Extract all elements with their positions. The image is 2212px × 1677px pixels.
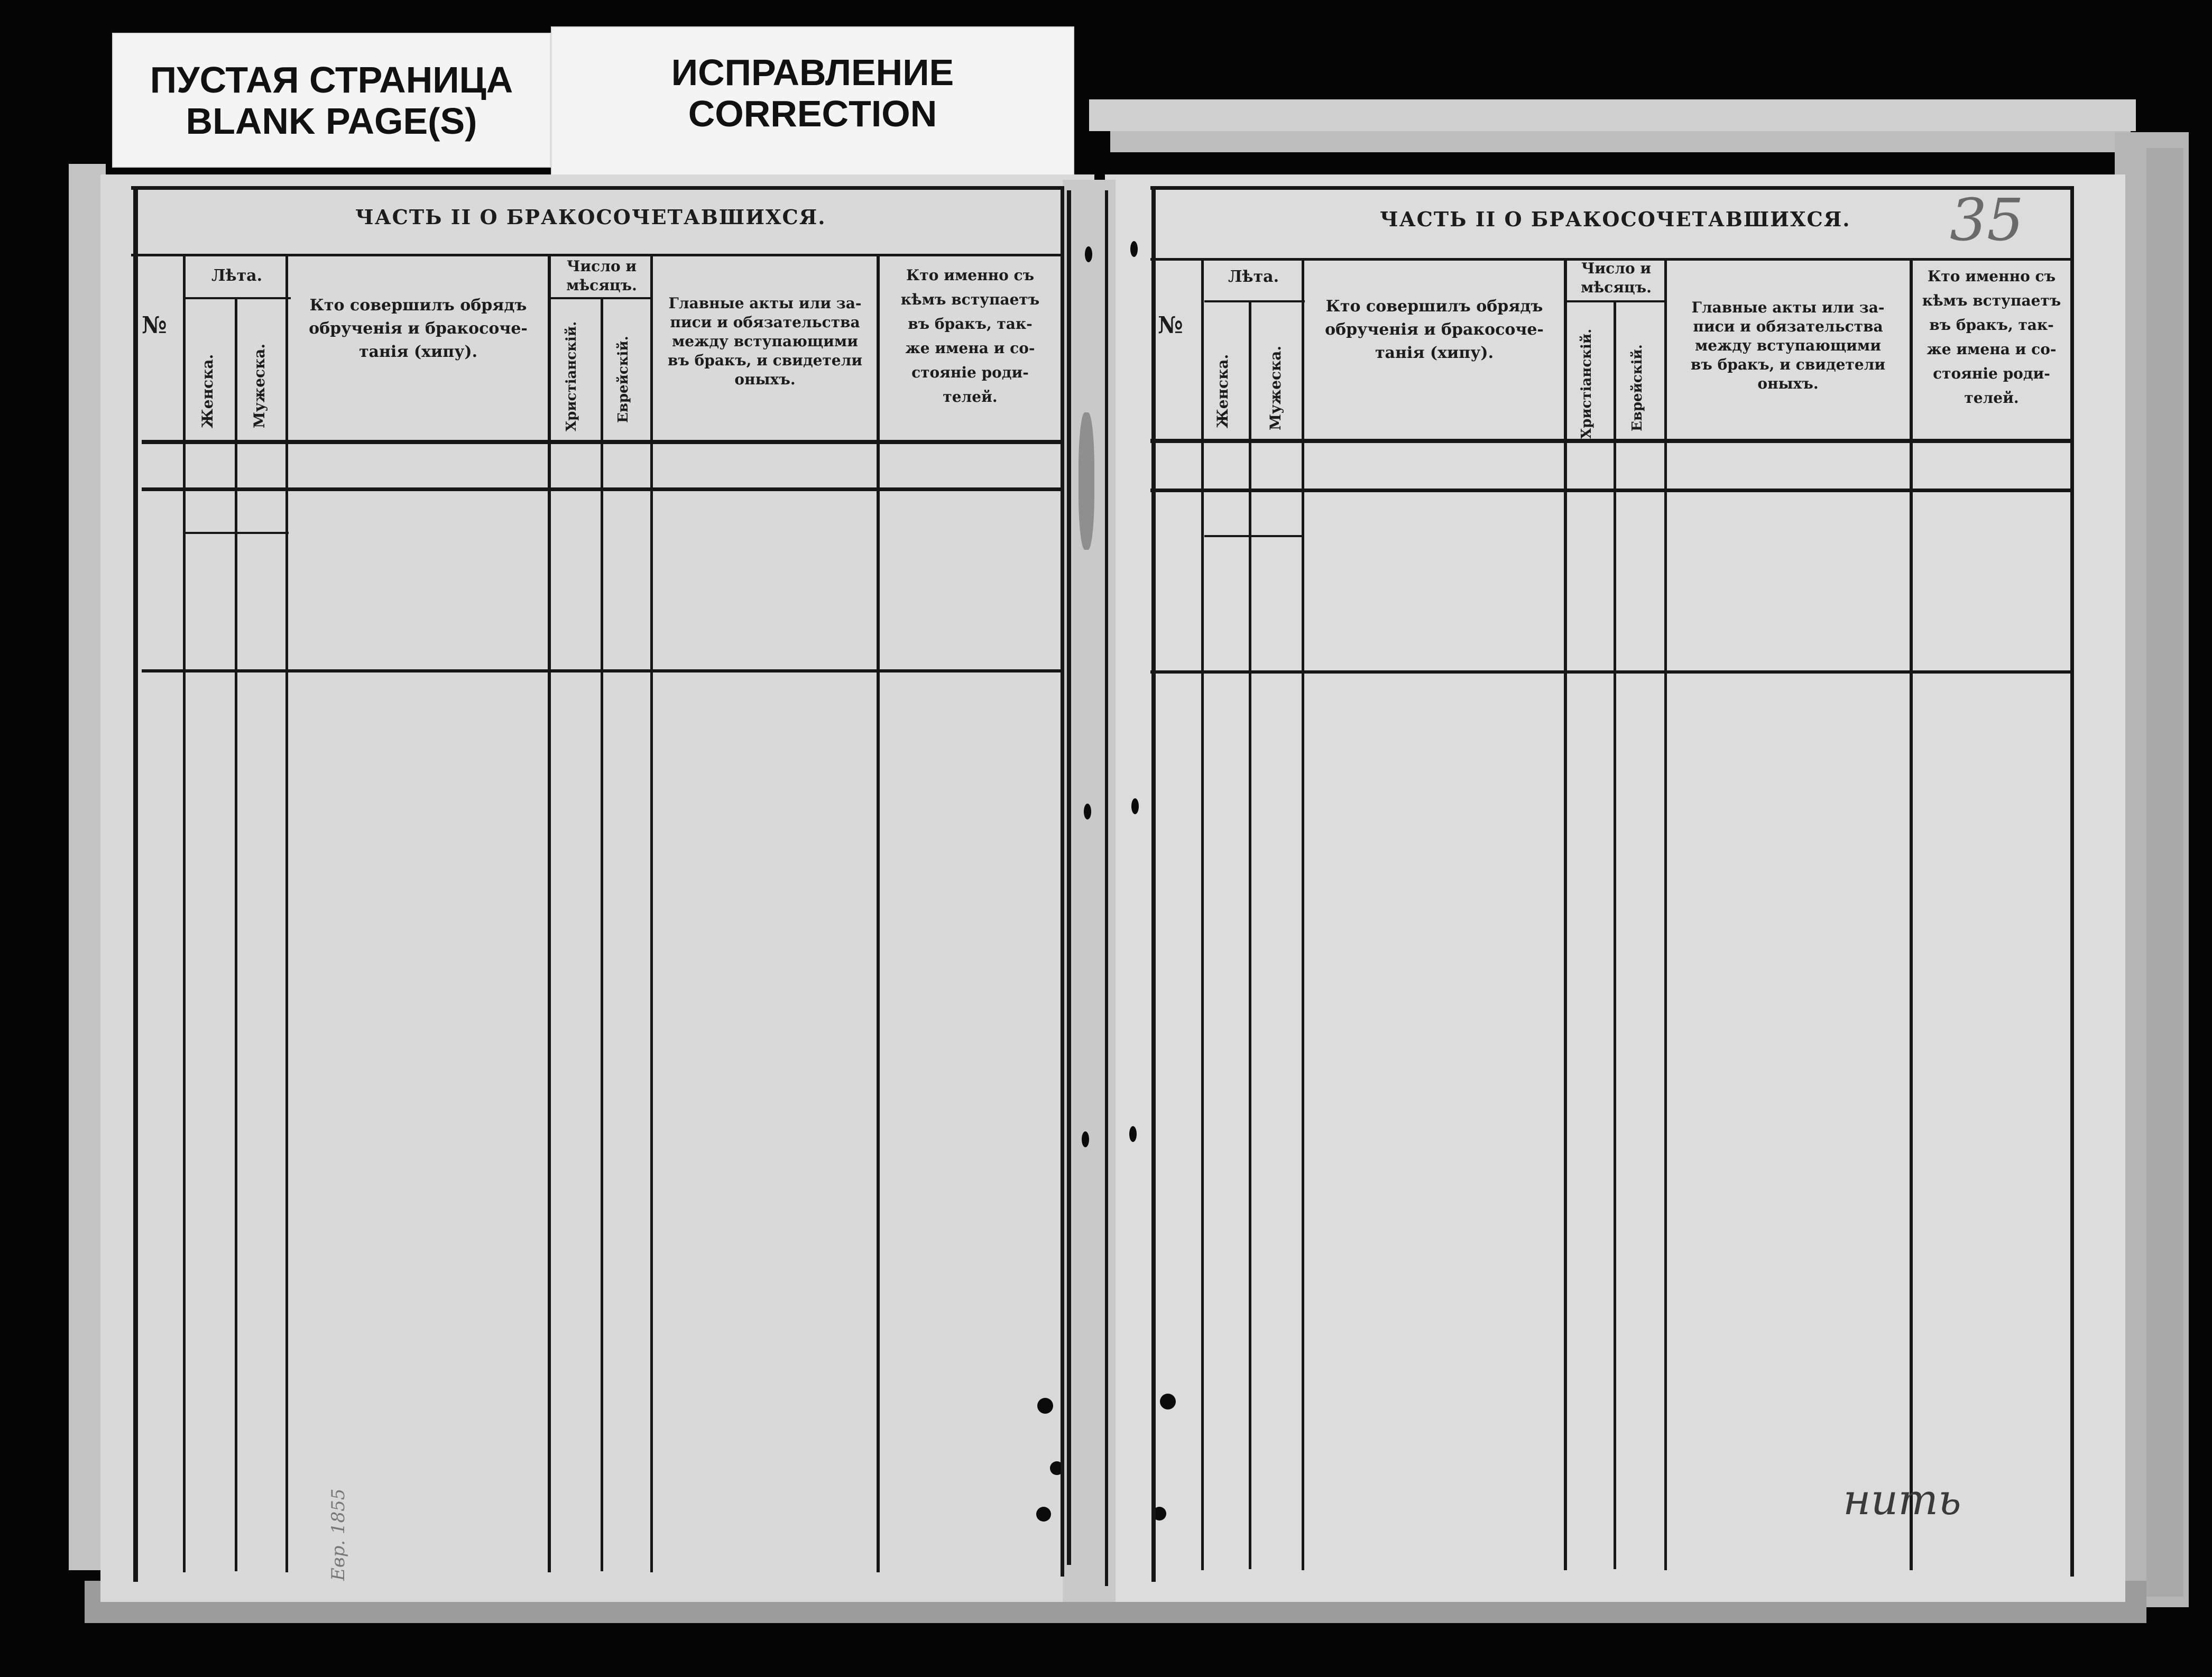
stitch-hole bbox=[1131, 798, 1139, 814]
left-header-male: Мужеска. bbox=[251, 343, 268, 428]
gutter-tear bbox=[1079, 412, 1094, 550]
left-col-acts bbox=[650, 256, 653, 1572]
right-ages-rule bbox=[1204, 300, 1305, 302]
right-parties-line4: же имена и со- bbox=[1927, 340, 2057, 358]
right-acts-line4: въ бракъ, и свидетели bbox=[1690, 356, 1886, 373]
right-col-ages bbox=[1201, 259, 1204, 1570]
blank-page-slip bbox=[112, 33, 551, 168]
right-folio-number: 35 bbox=[1950, 186, 2024, 254]
left-ages-rule bbox=[185, 297, 291, 299]
left-parties-line1: Кто именно съ bbox=[906, 266, 1035, 284]
right-top-rule bbox=[1150, 186, 2073, 190]
right-officiant-line3: танія (хипу). bbox=[1375, 344, 1494, 362]
right-header-date bbox=[1566, 259, 1666, 297]
left-top-rule bbox=[131, 186, 1062, 190]
left-officiant-line2: обрученія и бракосоче- bbox=[309, 319, 528, 338]
left-acts-line3: между вступающими bbox=[671, 333, 859, 350]
stitch-hole bbox=[1160, 1394, 1176, 1409]
right-section-title: ЧАСТЬ II О БРАКОСОЧЕТАВШИХСЯ. bbox=[1380, 207, 1851, 231]
stitch-hole bbox=[1130, 241, 1138, 257]
left-header-christian: Христіанскій. bbox=[564, 321, 579, 431]
left-margin-note: Евр. 1855 bbox=[328, 1488, 349, 1581]
right-signature: нить bbox=[1843, 1475, 1961, 1524]
left-col-parties bbox=[877, 256, 880, 1572]
right-parties-line2: кѣмъ вступаетъ bbox=[1922, 292, 2061, 309]
left-header-female: Женска. bbox=[199, 354, 216, 428]
left-parties-line6: телей. bbox=[943, 388, 998, 406]
left-header-date bbox=[550, 257, 653, 295]
right-col-parties bbox=[1910, 259, 1913, 1570]
left-header-acts bbox=[653, 294, 877, 389]
right-parties-line1: Кто именно съ bbox=[1927, 268, 2056, 285]
right-header-number: № bbox=[1158, 312, 1183, 339]
left-header-jewish: Еврейскій. bbox=[615, 336, 631, 423]
right-acts-line3: между вступающими bbox=[1694, 337, 1882, 354]
right-acts-line1: Главные акты или за- bbox=[1691, 299, 1885, 316]
right-officiant-line1: Кто совершилъ обрядъ bbox=[1325, 297, 1543, 316]
right-acts-line5: оныхъ. bbox=[1757, 375, 1819, 392]
right-col-jewish bbox=[1614, 300, 1616, 1569]
right-frame-left bbox=[1151, 186, 1156, 1582]
left-date-line2: мѣсяцъ. bbox=[566, 277, 637, 294]
left-parties-line5: стояніе роди- bbox=[911, 364, 1029, 381]
left-col-male bbox=[235, 297, 237, 1571]
stitch-hole bbox=[1084, 804, 1091, 819]
right-header-male: Мужеска. bbox=[1267, 345, 1284, 430]
right-header-officiant bbox=[1305, 295, 1564, 365]
right-parties-line3: въ бракъ, так- bbox=[1929, 316, 2054, 334]
left-frame-left bbox=[133, 186, 138, 1582]
right-band-rule bbox=[1150, 489, 2073, 492]
right-acts-line2: писи и обязательства bbox=[1693, 318, 1883, 335]
right-col-date bbox=[1564, 259, 1567, 1570]
left-acts-line4: въ бракъ, и свидетели bbox=[667, 352, 863, 369]
left-parties-line3: въ бракъ, так- bbox=[908, 315, 1033, 333]
left-officiant-line3: танія (хипу). bbox=[358, 343, 478, 361]
page-stack-right-edge-2 bbox=[2146, 148, 2183, 1597]
left-header-officiant bbox=[289, 294, 548, 364]
right-date-line2: мѣсяцъ. bbox=[1581, 279, 1652, 296]
left-officiant-line1: Кто совершилъ обрядъ bbox=[309, 296, 527, 315]
page-stack-top-edge bbox=[1089, 99, 2136, 131]
left-frame-right bbox=[1061, 186, 1064, 1577]
right-frame-right bbox=[2070, 186, 2074, 1577]
page-stack-top-edge-2 bbox=[1110, 131, 2131, 152]
right-header-bottom-rule bbox=[1150, 439, 2073, 443]
gutter-line-left bbox=[1067, 190, 1071, 1565]
left-acts-line1: Главные акты или за- bbox=[668, 294, 862, 312]
blank-page-slip-line1: ПУСТАЯ СТРАНИЦА bbox=[150, 59, 513, 100]
right-col-acts bbox=[1664, 259, 1667, 1570]
stitch-hole bbox=[1082, 1131, 1089, 1147]
right-header-female: Женска. bbox=[1214, 354, 1231, 428]
left-header-rule bbox=[131, 254, 1062, 256]
left-col-date bbox=[548, 256, 551, 1572]
left-col-officiant bbox=[285, 256, 288, 1572]
right-header-parties bbox=[1913, 264, 2070, 410]
left-header-parties bbox=[880, 263, 1061, 409]
right-header-acts bbox=[1667, 298, 1909, 393]
right-date-line1: Число и bbox=[1581, 260, 1652, 277]
left-parties-line2: кѣмъ вступаетъ bbox=[900, 291, 1040, 308]
stitch-hole bbox=[1085, 246, 1092, 262]
left-acts-line2: писи и обязательства bbox=[670, 314, 860, 331]
left-col-jewish bbox=[601, 297, 603, 1571]
right-section-rule bbox=[1150, 670, 2073, 674]
right-parties-line5: стояніе роди- bbox=[1933, 365, 2050, 382]
right-parties-line6: телей. bbox=[1964, 389, 2019, 407]
left-col-ages bbox=[183, 256, 186, 1572]
blank-page-slip-line2: BLANK PAGE(S) bbox=[186, 100, 477, 142]
stitch-hole bbox=[1129, 1126, 1137, 1142]
left-date-line1: Число и bbox=[566, 257, 637, 275]
right-col-male bbox=[1249, 300, 1251, 1569]
right-header-ages: Лѣта. bbox=[1228, 268, 1279, 286]
correction-slip-line2: CORRECTION bbox=[688, 93, 937, 134]
left-header-ages: Лѣта. bbox=[211, 266, 263, 285]
correction-slip bbox=[551, 26, 1074, 180]
right-date-rule bbox=[1567, 300, 1666, 302]
right-officiant-line2: обрученія и бракосоче- bbox=[1325, 320, 1544, 339]
right-ages-data-rule bbox=[1204, 535, 1302, 537]
gutter-line-right bbox=[1105, 190, 1108, 1586]
left-section-title: ЧАСТЬ II О БРАКОСОЧЕТАВШИХСЯ. bbox=[355, 205, 826, 229]
left-parties-line4: же имена и со- bbox=[905, 339, 1035, 357]
right-header-christian: Христіанскій. bbox=[1579, 328, 1595, 439]
stitch-hole bbox=[1036, 1507, 1051, 1522]
right-header-jewish: Еврейскій. bbox=[1629, 344, 1645, 431]
right-col-officiant bbox=[1302, 259, 1304, 1570]
left-header-number: № bbox=[142, 312, 167, 339]
stitch-hole bbox=[1037, 1398, 1053, 1414]
left-acts-line5: оныхъ. bbox=[734, 371, 796, 388]
correction-slip-line1: ИСПРАВЛЕНИЕ bbox=[671, 52, 954, 93]
